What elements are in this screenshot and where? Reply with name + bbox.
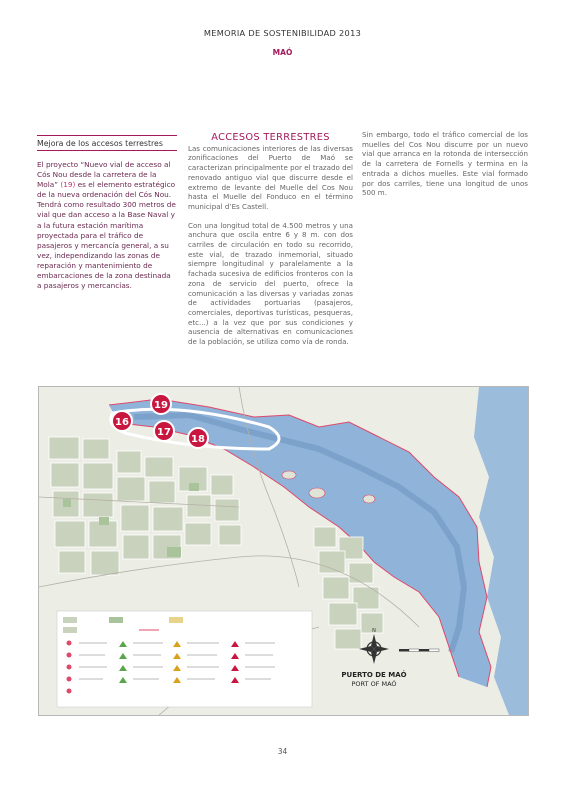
paragraph-3: Sin embargo, todo el tráfico comercial de los muelles del Cos Nou discurre por un nuevo vial que arranca en la rotonda de intersección de la carretera de Fornells y termina en la entrada a dichos muelles. Este vial formado por dos carriles, tiene una longitud de unos 500 m. <box>362 130 528 198</box>
map-marker-16 <box>112 411 132 431</box>
sidebar-text <box>37 160 177 291</box>
port-map-graphic <box>39 387 528 715</box>
port-map <box>38 386 529 716</box>
map-scale-bar <box>399 649 439 652</box>
svg-text:16: 16 <box>115 417 129 428</box>
sidebar-text-after: es el elemento estratégico de la nueva ordenación del Cós Nou. Tendrá como resultado 300 metros de vial que dan acceso a la Base Naval y a la futura estación marítima proyectada para el tráfico de pasajeros y mercancía general, a su vez, independizando las zonas de reparación y mantenimiento de embarcaciones de la zona destinada a pasajeros y mercancías. <box>37 180 176 291</box>
svg-text:17: 17 <box>157 427 171 438</box>
paragraph-1: Las comunicaciones interiores de las diversas zonificaciones del Puerto de Maó se caracterizan principalmente por el trazado del renovado antiguo vial que discurre desde el extremo de levante del Muelle del Cos Nou hasta el Muelle del Fonduco en el término municipal d’Es Castell. <box>188 143 353 211</box>
svg-text:N: N <box>372 628 376 634</box>
page-number: 34 <box>277 747 288 756</box>
main-column-middle <box>188 133 353 356</box>
map-marker-18 <box>188 428 208 448</box>
document-header-subtitle: MAÓ <box>272 48 293 57</box>
map-marker-19 <box>151 394 171 414</box>
svg-text:18: 18 <box>191 434 205 445</box>
map-marker-17 <box>154 421 174 441</box>
paragraph-2: Con una longitud total de 4.500 metros y una anchura que oscila entre 6 y 8 m. con dos carriles de circulación en todo su recorrido, este vial, de trazado inmemorial, situado siempre longitudinal y paralelamente a la fachada sucesiva de edificios fronteros con la zona de servicio del puerto, ofrece la comunicación a las diversas y variadas zonas de actividades portuarias (pasajeros, comerciales, deportivas turísticas, pesqueras, etc...) a la vez que por sus condiciones y ausencia de alternativas en comunicaciones de la población, se utiliza como vía de ronda. <box>188 220 353 347</box>
map-legend <box>57 611 312 707</box>
section-title: ACCESOS TERRESTRES <box>211 132 330 143</box>
sidebar-text-before: El proyecto “Nuevo vial de acceso al Cós Nou desde la carretera de la Mola” <box>37 160 171 190</box>
main-column-right <box>362 130 528 207</box>
sidebar-box <box>37 135 177 291</box>
sidebar-heading: Mejora de los accesos terrestres <box>37 135 177 151</box>
svg-text:19: 19 <box>154 400 168 411</box>
sidebar-reference: (19) <box>60 180 76 190</box>
document-header-title: MEMORIA DE SOSTENIBILIDAD 2013 <box>203 28 362 38</box>
map-subtitle: PORT OF MAÓ <box>351 680 397 688</box>
map-title: PUERTO DE MAÓ <box>341 671 407 679</box>
